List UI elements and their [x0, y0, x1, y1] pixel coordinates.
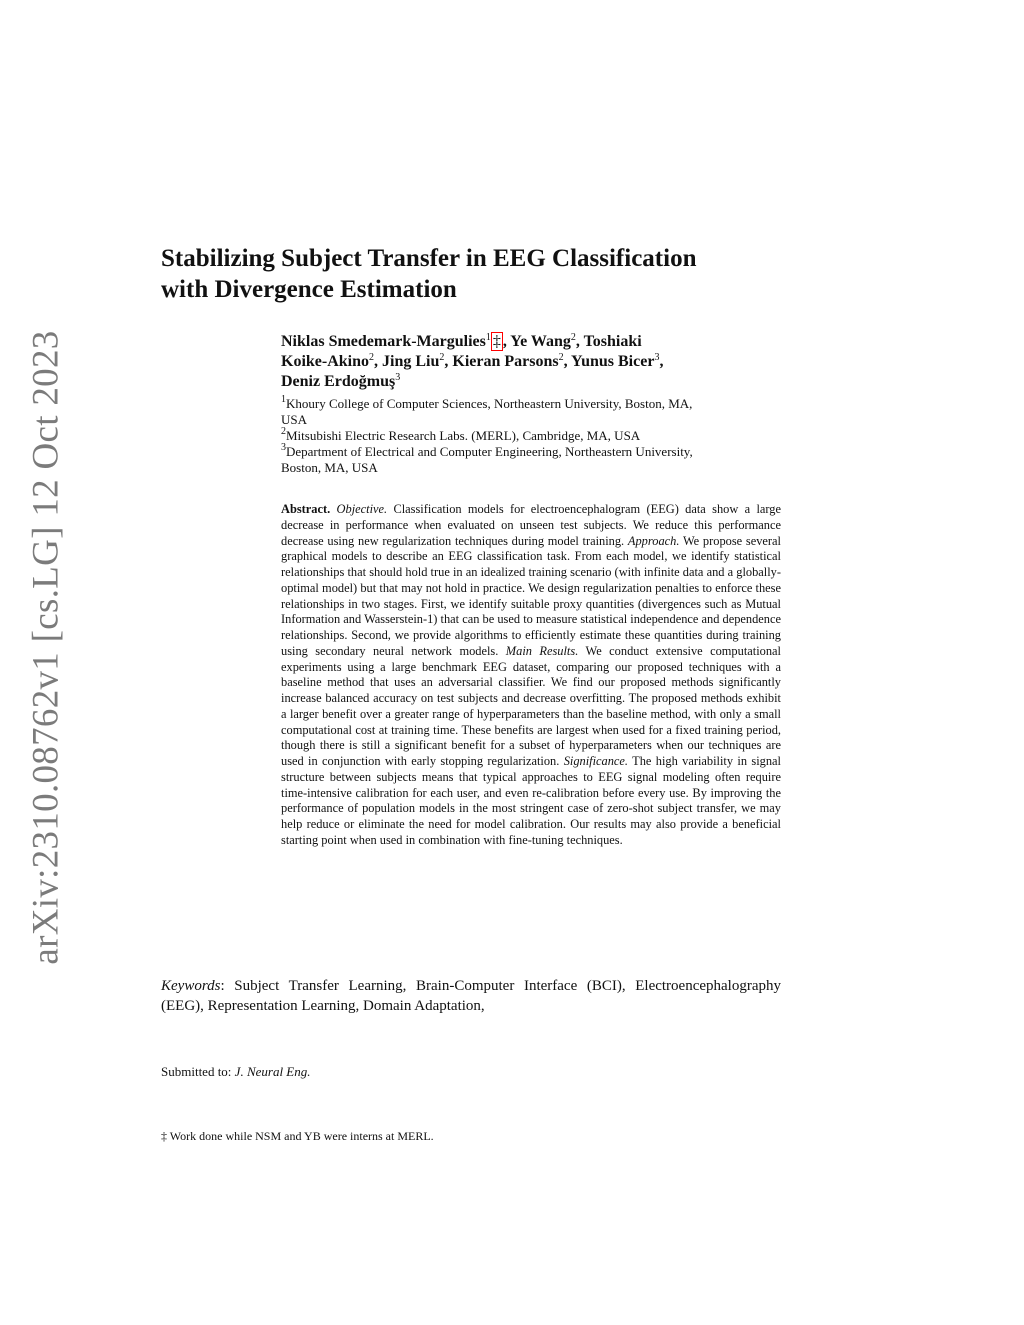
- affiliation-3: [281, 444, 781, 460]
- keywords: [161, 976, 781, 1016]
- author-affil-sup: 2: [369, 352, 375, 363]
- affiliation-sup: 1: [281, 394, 286, 405]
- author-separator: ,: [659, 353, 664, 370]
- affiliation-text: Department of Electrical and Computer Engineering, Northeastern University,: [286, 444, 693, 459]
- title-line-2: with Divergence Estimation: [161, 276, 457, 303]
- keywords-text: : Subject Transfer Learning, Brain-Computer Interface (BCI), Electroencephalography (EEG), Representation Learning, Domain Adaptation,: [161, 978, 781, 1014]
- affiliation-text: Khoury College of Computer Sciences, Northeastern University, Boston, MA,: [286, 396, 693, 411]
- footnote-mark: ‡: [161, 1129, 167, 1143]
- author-name: , Jing Liu: [374, 353, 440, 370]
- title-line-1: Stabilizing Subject Transfer in EEG Classification: [161, 245, 697, 272]
- abstract: [281, 502, 781, 849]
- author-name: Niklas Smedemark-Margulies: [281, 333, 486, 350]
- author-affil-sup: 3: [395, 372, 401, 383]
- keywords-label: Keywords: [161, 978, 221, 994]
- author-name: , Toshiaki: [575, 333, 642, 350]
- affiliation-1: [281, 396, 781, 412]
- approach-text: We propose several graphical models to describe an EEG classification task. From each model, we identify statistical relationships that should hold true in an idealized training scenario (with infinite data and a globally-optimal model) but that may not hold in practice. We design regularization penalties to enforce these relationships in two stages. First, we identify suitable proxy quantities (divergences such as Mutual Information and Wasserstein-1) that can be used to measure statistical independence and dependence relationships. Second, we provide algorithms to efficiently estimate these quantities during training using secondary neural network models.: [281, 533, 781, 658]
- arxiv-identifier: arXiv:2310.08762v1 [cs.LG] 12 Oct 2023: [25, 330, 67, 965]
- objective-text: Classification models for electroencephalogram (EEG) data show a large decrease in performance when evaluated on unseen test subjects. We reduce this performance decrease using new regularization techniques during model training.: [281, 502, 781, 548]
- footnote-link[interactable]: ‡: [492, 333, 501, 350]
- affiliation-1-cont: USA: [281, 412, 308, 427]
- significance-label: Significance.: [563, 754, 629, 768]
- affiliation-2: [281, 428, 781, 444]
- footnote-text: Work done while NSM and YB were interns at MERL.: [169, 1129, 434, 1143]
- author-name: Deniz Erdoğmuş: [281, 373, 396, 390]
- author-name: , Ye Wang: [502, 333, 571, 350]
- author-name: , Yunus Bicer: [563, 353, 655, 370]
- paper-title: [161, 243, 801, 305]
- submission-note: [161, 1064, 661, 1080]
- affiliations: [281, 396, 781, 476]
- submitted-label: Submitted to:: [161, 1064, 232, 1079]
- significance-text: The high variability in signal structure between subjects means that typical approaches to EEG signal modeling often require time-intensive calibration for each user, and even re-calibration before every use. By improving the performance of population models in the most stringent case of zero-shot subject transfer, we may help reduce or eliminate the need for model calibration. Our results may also provide a beneficial starting point when used in combination with fine-tuning techniques.: [281, 754, 782, 847]
- author-affil-sup: 1: [485, 332, 491, 343]
- author-line-2: [281, 352, 781, 372]
- author-list: [281, 332, 781, 392]
- objective-label: Objective.: [336, 502, 388, 516]
- journal-name: J. Neural Eng.: [234, 1064, 311, 1079]
- arxiv-sidebar-stamp: [25, 330, 67, 965]
- affiliation-sup: 3: [281, 442, 286, 453]
- affiliation-3-cont: Boston, MA, USA: [281, 460, 378, 475]
- author-affil-sup: 2: [570, 332, 576, 343]
- author-name: Koike-Akino: [281, 353, 370, 370]
- results-text: We conduct extensive computational experiments using a large benchmark EEG dataset, comparing our proposed techniques with a baseline method that uses an adversarial classifier. We find our proposed methods significantly increase balanced accuracy on test subjects and decrease overfitting. The proposed methods exhibit a larger benefit over a greater range of hyperparameters than the baseline method, with only a small computational cost at training time. These benefits are largest when used for a fixed training period, though there is still a significant benefit for a subset of hyperparameters when our techniques are used in conjunction with early stopping regularization.: [281, 643, 781, 768]
- author-name: , Kieran Parsons: [444, 353, 559, 370]
- results-label: Main Results.: [505, 643, 579, 658]
- author-line-3: [281, 372, 781, 392]
- footnote: [161, 1129, 761, 1144]
- abstract-label: Abstract.: [281, 502, 331, 516]
- author-affil-sup: 2: [439, 352, 445, 363]
- affiliation-sup: 2: [281, 426, 286, 437]
- author-affil-sup: 2: [558, 352, 564, 363]
- author-line-1: [281, 332, 781, 352]
- approach-label: Approach.: [627, 533, 680, 548]
- affiliation-text: Mitsubishi Electric Research Labs. (MERL), Cambridge, MA, USA: [286, 428, 641, 443]
- author-affil-sup: 3: [654, 352, 660, 363]
